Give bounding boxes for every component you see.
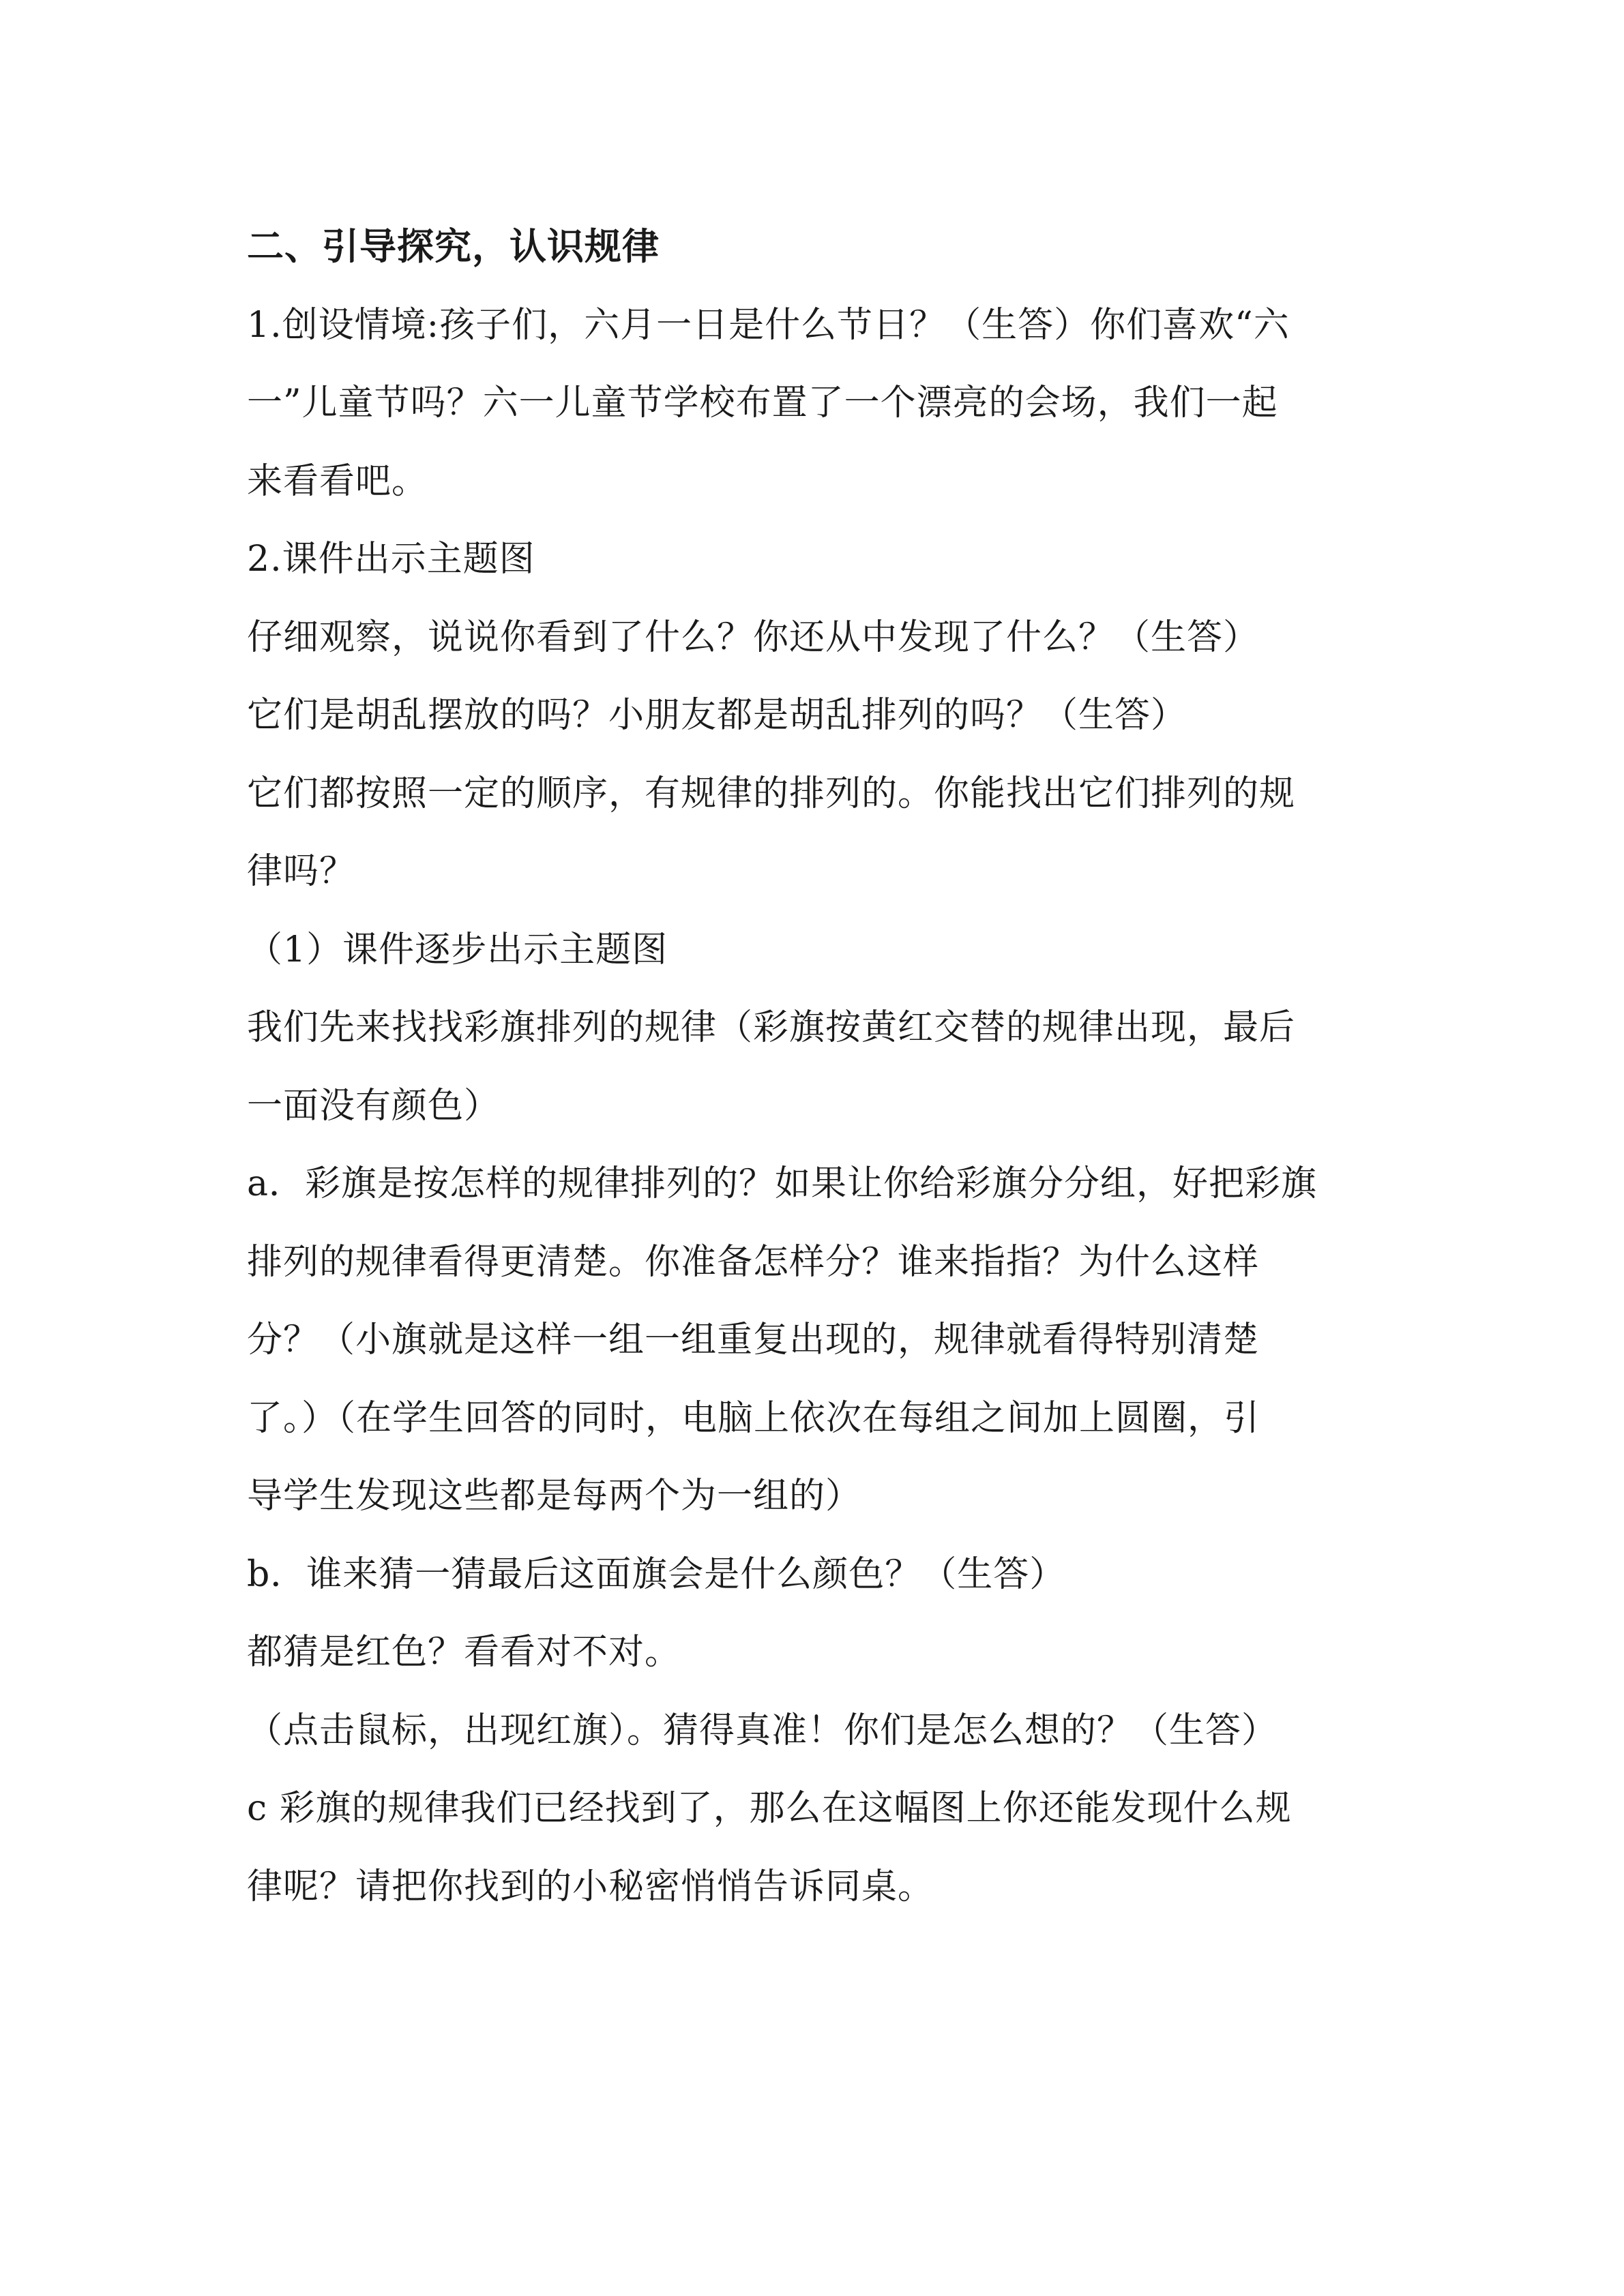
text-line: 律呢？请把你找到的小秘密悄悄告诉同桌。 (247, 1866, 934, 1907)
text-line: 仔细观察，说说你看到了什么？你还从中发现了什么？（生答） (247, 616, 1260, 658)
text-line: 一”儿童节吗？六一儿童节学校布置了一个漂亮的会场，我们一起 (247, 383, 1278, 423)
text-line: 它们是胡乱摆放的吗？小朋友都是胡乱排列的吗？（生答） (247, 695, 1187, 736)
text-line: b．谁来猜一猜最后这面旗会是什么颜色？（生答） (247, 1553, 1066, 1595)
document-body (247, 208, 1393, 1926)
text-line: （点击鼠标，出现红旗）。猜得真准！你们是怎么想的？（生答） (247, 1710, 1278, 1751)
text-line: 我们先来找找彩旗排列的规律（彩旗按黄红交替的规律出现，最后 (247, 1007, 1296, 1048)
text-line: c 彩旗的规律我们已经找到了，那么在这幅图上你还能发现什么规 (247, 1788, 1292, 1829)
text-line: 导学生发现这些都是每两个为一组的） (247, 1476, 862, 1517)
text-line: 了。）（在学生回答的同时，电脑上依次在每组之间加上圆圈，引 (247, 1397, 1260, 1439)
text-line: （1）课件逐步出示主题图 (247, 929, 668, 970)
text-line: 1.创设情境:孩子们，六月一日是什么节日？（生答）你们喜欢“六 (247, 304, 1290, 346)
text-line: a．彩旗是按怎样的规律排列的？如果让你给彩旗分分组，好把彩旗 (247, 1163, 1318, 1204)
text-line: 2.课件出示主题图 (247, 539, 535, 580)
section-heading: 二、引导探究，认识规律 (247, 225, 660, 268)
text-line: 都猜是红色？看看对不对。 (247, 1632, 681, 1673)
text-line: 分？（小旗就是这样一组一组重复出现的，规律就看得特别清楚 (247, 1320, 1260, 1360)
text-line: 律吗？ (247, 851, 356, 892)
text-line: 排列的规律看得更清楚。你准备怎样分？谁来指指？为什么这样 (247, 1241, 1260, 1283)
text-line: 来看看吧。 (247, 460, 428, 502)
text-line: 它们都按照一定的顺序，有规律的排列的。你能找出它们排列的规 (247, 773, 1296, 814)
text-line: 一面没有颜色） (247, 1085, 501, 1127)
